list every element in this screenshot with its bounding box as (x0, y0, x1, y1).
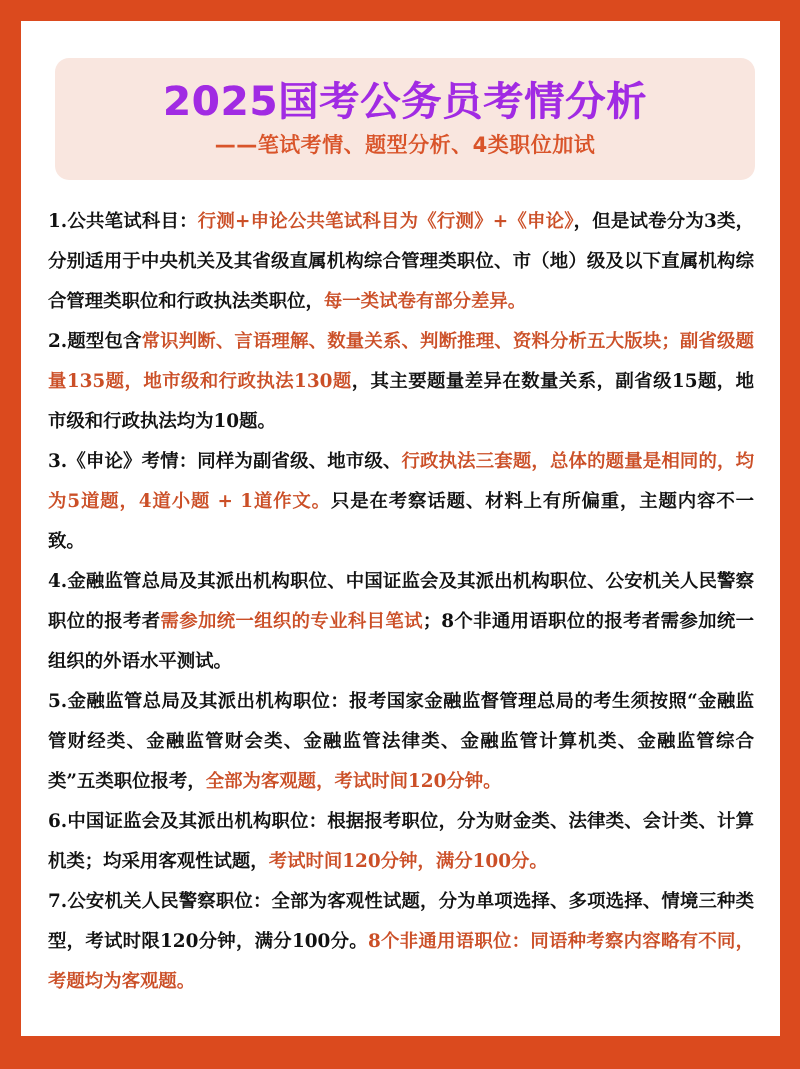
page-title: 2025国考公务员考情分析 (162, 79, 648, 125)
body-text-run: 2.题型包含 (48, 331, 142, 352)
highlight-text: 考试时间120分钟，满分100分。 (268, 851, 548, 872)
paragraph (48, 202, 754, 322)
body-text-run: ，其主要题量差异在数量关系，副省级15题，地市级和行政执法均为10题。 (48, 371, 755, 432)
highlight-text: 行测+申论公共笔试科目为《行测》+《申论》 (197, 211, 574, 232)
body-text-run: ，但是试卷分为3类，分别适用于中央机关及其省级直属机构综合管理类职位、市（地）级及以下直属机构综合管理类职位和行政执法类职位， (48, 211, 754, 312)
article-body (48, 202, 754, 1002)
paragraph (48, 682, 754, 802)
body-text-run: 1.公共笔试科目： (48, 211, 198, 232)
highlight-text: 需参加统一组织的专业科目笔试 (160, 611, 423, 632)
body-text-run: 3.《申论》考情：同样为副省级、地市级、 (48, 451, 402, 472)
body-text-run: 只是在考察话题、材料上有所偏重，主题内容不一致。 (48, 491, 754, 552)
highlight-text: 每一类试卷有部分差异。 (323, 291, 527, 312)
page-subtitle: ——笔试考情、题型分析、4类职位加试 (214, 133, 596, 157)
highlight-text: 行政执法三套题，总体的题量是相同的，均为5道题，4道小题 + 1道作文。 (48, 451, 754, 512)
highlight-text: 8个非通用语职位：同语种考察内容略有不同，考题均为客观题。 (48, 931, 755, 992)
body-text-run: 4.金融监管总局及其派出机构职位、中国证监会及其派出机构职位、公安机关人民警察职位的报考者 (48, 571, 754, 632)
body-text-run: 5.金融监管总局及其派出机构职位：报考国家金融监督管理总局的考生须按照“金融监管财经类、金融监管财会类、金融监管法律类、金融监管计算机类、金融监管综合类”五类职位报考， (48, 691, 754, 792)
highlight-text: 常识判断、言语理解、数量关系、判断推理、资料分析五大版块；副省级题量135题，地市级和行政执法130题 (48, 331, 754, 392)
paragraph (48, 322, 754, 442)
body-text-run: 7.公安机关人民警察职位：全部为客观性试题，分为单项选择、多项选择、情境三种类型，考试时限120分钟，满分100分。 (48, 891, 754, 952)
paragraph (48, 442, 754, 562)
content-card (21, 21, 780, 1036)
paragraph (48, 562, 754, 682)
body-text-run: 6.中国证监会及其派出机构职位：根据报考职位，分为财金类、法律类、会计类、计算机类；均采用客观性试题， (48, 811, 754, 872)
paragraph (48, 882, 754, 1002)
highlight-text: 全部为客观题，考试时间120分钟。 (205, 771, 502, 792)
paragraph (48, 802, 754, 882)
body-text-run: ；8个非通用语职位的报考者需参加统一组织的外语水平测试。 (48, 611, 754, 672)
title-banner (55, 58, 755, 180)
